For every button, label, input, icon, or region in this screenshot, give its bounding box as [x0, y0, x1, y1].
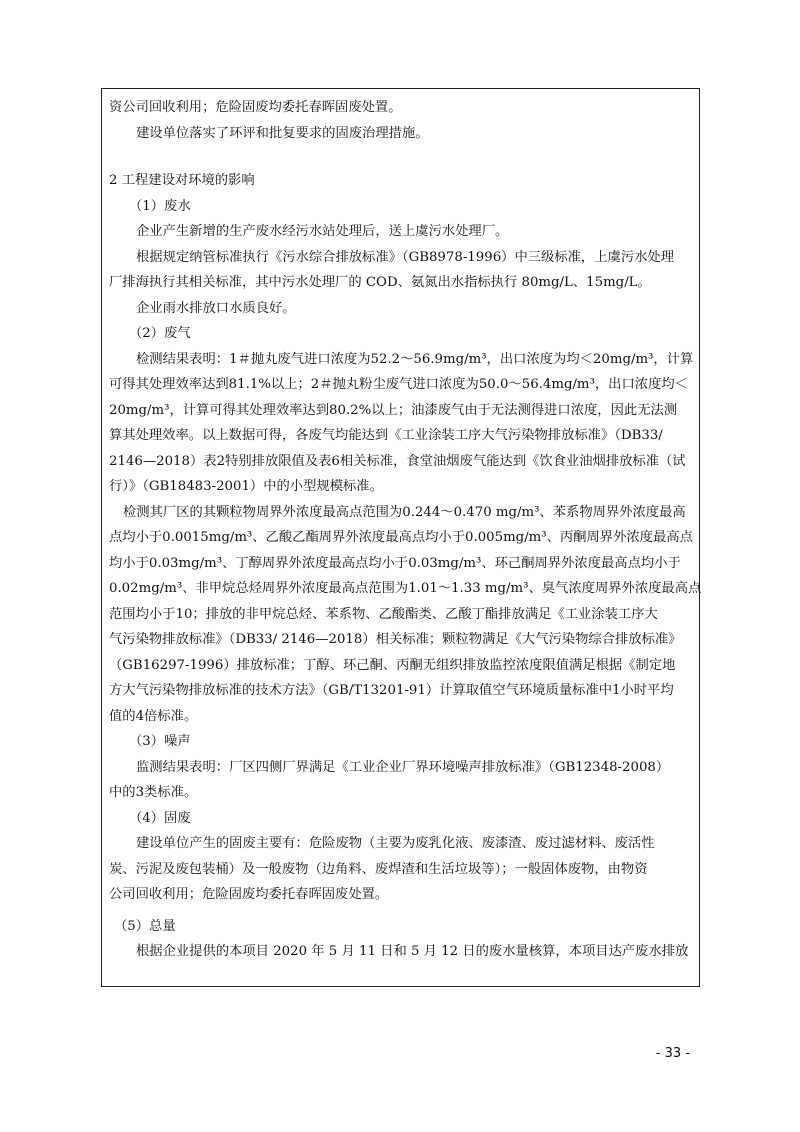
paragraph-line: 点均小于0.0015mg/m³、乙酸乙酯周界外浓度最高点均小于0.005mg/m³、丙酮周界外浓度最高点 — [109, 530, 693, 545]
paragraph-line: 检测其厂区的其颗粒物周界外浓度最高点范围为0.244～0.470 mg/m³、苯系物周界外浓度最高 — [123, 504, 686, 520]
paragraph-line: 2146—2018）表2特别排放限值及表6相关标准，食堂油烟废气能达到《饮食业油烟排放标准（试 — [109, 453, 686, 469]
paragraph-line: 根据企业提供的本项目 2020 年 5 月 11 日和 5 月 12 日的废水量核算，本项目达产废水排放 — [136, 944, 689, 959]
paragraph-line: 建设单位产生的固废主要有：危险废物（主要为废乳化液、废漆渣、废过滤材料、废活性 — [136, 836, 655, 851]
paragraph-line: 检测结果表明：1＃抛丸废气进口浓度为52.2～56.9mg/m³，出口浓度为均＜20mg/m³，计算 — [136, 351, 694, 367]
paragraph-line: 中的3类标准。 — [109, 785, 198, 800]
subsection-heading: （1）废水 — [129, 198, 191, 214]
paragraph-line: 算其处理效率。以上数据可得，各废气均能达到《工业涂装工序大气污染物排放标准》（DB33/ — [109, 428, 663, 443]
document-body — [109, 95, 702, 965]
paragraph-line: 资公司回收利用；危险固废均委托春晖固废处置。 — [109, 100, 402, 115]
paragraph-line: 公司回收利用；危险固废均委托春晖固废处置。 — [109, 887, 389, 902]
paragraph-line: 可得其处理效率达到81.1%以上；2＃抛丸粉尘废气进口浓度为50.0～56.4mg/m³，出口浓度均＜ — [109, 377, 688, 392]
paragraph-line: 根据规定纳管标准执行《污水综合排放标准》（GB8978-1996）中三级标准，上虞污水处理 — [136, 249, 675, 265]
subsection-heading: （3）噪声 — [129, 734, 191, 749]
content-table-cell — [101, 88, 700, 987]
paragraph-line: 建设单位落实了环评和批复要求的固废治理措施。 — [136, 125, 429, 141]
paragraph-line: 企业产生新增的生产废水经污水站处理后，送上虞污水处理厂。 — [136, 224, 509, 239]
subsection-heading: （5）总量 — [114, 918, 176, 934]
paragraph-line: 企业雨水排放口水质良好。 — [136, 300, 296, 316]
paragraph-line: 监测结果表明：厂区四侧厂界满足《工业企业厂界环境噪声排放标准》（GB12348-2008） — [136, 759, 670, 775]
paragraph-line: 炭、污泥及废包装桶）及一般废物（边角料、废焊渣和生活垃圾等）；一般固体废物，由物资 — [109, 861, 648, 877]
paragraph-line: 均小于0.03mg/m³、丁醇周界外浓度最高点均小于0.03mg/m³、环己酮周界外浓度最高点均小于 — [109, 555, 681, 571]
paragraph-line: 气污染物排放标准》（DB33/ 2146—2018）相关标准；颗粒物满足《大气污染物综合排放标准》 — [109, 632, 682, 647]
paragraph-line: 方大气污染物排放标准的技术方法》（GB/T13201-91）计算取值空气环境质量标准中1小时平均 — [109, 683, 674, 698]
paragraph-line: 0.02mg/m³、非甲烷总烃周界外浓度最高点范围为1.01～1.33 mg/m³、臭气浓度周界外浓度最高点 — [109, 581, 702, 596]
subsection-heading: （2）废气 — [129, 326, 191, 341]
paragraph-line: 20mg/m³，计算可得其处理效率达到80.2%以上；油漆废气由于无法测得进口浓度，因此无法测 — [109, 402, 678, 418]
paragraph-line: 行）》（GB18483-2001）中的小型规模标准。 — [109, 479, 383, 494]
subsection-heading: （4）固废 — [129, 810, 191, 826]
section-heading: 2 工程建设对环境的影响 — [109, 173, 255, 188]
page-number: - 33 - — [655, 1046, 690, 1061]
paragraph-line: 厂排海执行其相关标准，其中污水处理厂的 COD、氨氮出水指标执行 80mg/L、15mg/L。 — [109, 275, 651, 290]
paragraph-line: 范围均小于10；排放的非甲烷总烃、苯系物、乙酸酯类、乙酸丁酯排放满足《工业涂装工序大 — [109, 606, 658, 622]
paragraph-line: 值的4倍标准。 — [109, 708, 198, 724]
paragraph-line: （GB16297-1996）排放标准；丁醇、环己酮、丙酮无组织排放监控浓度限值满足根据《制定地 — [109, 657, 676, 673]
